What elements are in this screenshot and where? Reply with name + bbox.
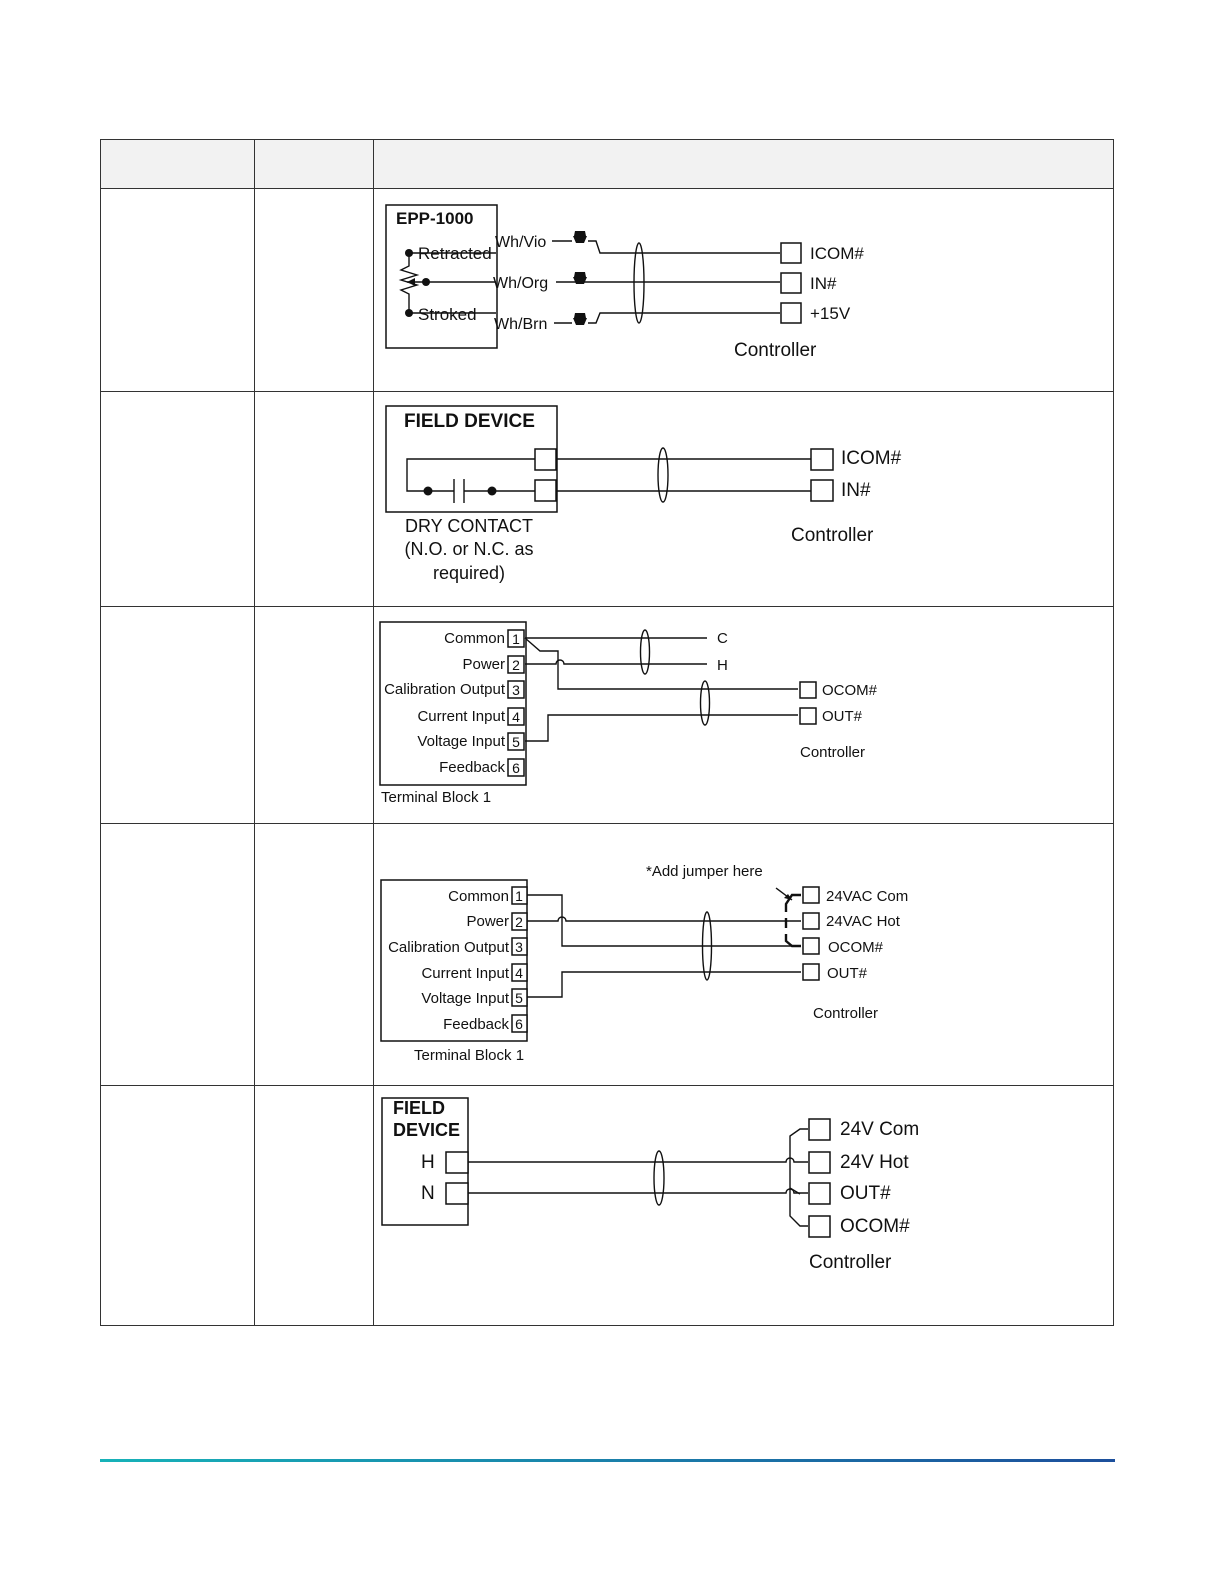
row-2-diagram-cell	[374, 392, 1114, 607]
terminal-label: IN#	[810, 274, 837, 293]
wire-nut-icon	[573, 313, 587, 325]
terminal-label: OUT#	[840, 1183, 891, 1204]
terminal-number: 1	[515, 888, 523, 904]
terminal-label: OUT#	[827, 965, 868, 982]
dry-contact-caption: (N.O. or N.C. as	[404, 539, 534, 559]
supply-label: H	[717, 657, 728, 674]
terminal-number: 4	[512, 709, 520, 725]
supply-label: C	[717, 630, 728, 647]
header-cell-1	[101, 140, 255, 189]
row-2-cell-2	[255, 392, 374, 607]
row-4-cell-2	[255, 824, 374, 1086]
terminal-24v-hot	[809, 1152, 830, 1173]
terminal-label: 24VAC Hot	[826, 913, 900, 930]
row-5-cell-1	[101, 1086, 255, 1326]
row-3-cell-2	[255, 607, 374, 824]
shielded-cable-icon	[634, 243, 644, 323]
terminal-number: 5	[515, 990, 523, 1006]
terminal-block-label: Calibration Output	[384, 681, 505, 698]
row-4-cell-1	[101, 824, 255, 1086]
row-3-diagram-cell	[374, 607, 1114, 824]
terminal-block-label: Voltage Input	[421, 990, 509, 1007]
terminal-ocom	[809, 1216, 830, 1237]
field-device-title: FIELD DEVICE	[404, 411, 535, 432]
terminal-block-label: Common	[444, 630, 505, 647]
footer-divider	[100, 1459, 1115, 1462]
terminal-number: 3	[512, 682, 520, 698]
terminal-number: 3	[515, 939, 523, 955]
terminal-24vac-hot	[803, 913, 819, 929]
terminal-label: OCOM#	[840, 1216, 910, 1237]
jumper-note: *Add jumper here	[646, 863, 763, 880]
terminal-in	[811, 480, 833, 501]
terminal-block-label: Feedback	[443, 1016, 509, 1033]
dry-contact-wiring-diagram	[374, 392, 1112, 606]
wire-power	[527, 917, 801, 921]
shielded-cable-icon	[701, 681, 710, 725]
wiring-table	[100, 139, 1114, 1326]
wire-h	[468, 1158, 808, 1162]
terminal-out	[809, 1183, 830, 1204]
terminal-number: 5	[512, 734, 520, 750]
device-h-label: H	[421, 1152, 435, 1173]
terminal-icom	[781, 243, 801, 263]
row-5-cell-2	[255, 1086, 374, 1326]
terminal-label: 24V Hot	[840, 1152, 909, 1173]
terminal-label: ICOM#	[841, 448, 902, 469]
table-row	[101, 607, 1114, 824]
terminal-label: ICOM#	[810, 244, 864, 263]
terminal-block-label: Voltage Input	[417, 733, 505, 750]
terminal-label: 24VAC Com	[826, 888, 909, 905]
wire-brn	[554, 313, 780, 323]
wire-power	[525, 660, 707, 664]
terminal-block-label: Power	[462, 656, 505, 673]
header-cell-3	[374, 140, 1114, 189]
wire-out	[527, 972, 801, 997]
table-row	[101, 392, 1114, 607]
controller-label: Controller	[800, 744, 866, 761]
device-terminal	[535, 480, 556, 501]
terminal-block-label: Common	[448, 888, 509, 905]
wire-nut-icon	[573, 231, 587, 243]
controller-label: Controller	[734, 340, 817, 361]
terminal-label: 24V Com	[840, 1119, 920, 1140]
wire-out	[525, 715, 798, 741]
table-row	[101, 824, 1114, 1086]
epp-wiring-diagram	[374, 189, 1112, 391]
device-n-label: N	[421, 1183, 435, 1204]
terminal-label: +15V	[810, 304, 851, 323]
terminal-24vac-com	[803, 887, 819, 903]
epp-retracted-label: Retracted	[418, 244, 492, 263]
terminal-icom	[811, 449, 833, 470]
terminal-block-caption: Terminal Block 1	[414, 1047, 525, 1064]
terminal-in	[781, 273, 801, 293]
device-terminal	[535, 449, 556, 470]
wire-vio-label: Wh/Vio	[495, 234, 547, 251]
terminal-block-wiring-diagram-2	[374, 824, 1112, 1085]
terminal-block-label: Power	[466, 913, 509, 930]
device-terminal-n	[446, 1183, 468, 1204]
terminal-label: OUT#	[822, 708, 863, 725]
table-row	[101, 1086, 1114, 1326]
terminal-block-label: Feedback	[439, 759, 505, 776]
row-2-cell-1	[101, 392, 255, 607]
table-header-row	[101, 140, 1114, 189]
epp-device-title: EPP-1000	[396, 209, 474, 228]
epp-stroked-label: Stroked	[418, 305, 477, 324]
controller-label: Controller	[791, 525, 874, 546]
row-4-diagram-cell	[374, 824, 1114, 1086]
wire-n	[468, 1189, 808, 1193]
row-1-diagram-cell	[374, 189, 1114, 392]
terminal-out	[800, 708, 816, 724]
terminal-label: IN#	[841, 480, 871, 501]
terminal-out	[803, 964, 819, 980]
terminal-block-label: Current Input	[417, 708, 505, 725]
dry-contact-caption: DRY CONTACT	[404, 516, 534, 536]
wire-org-label: Wh/Org	[493, 275, 549, 292]
row-3-cell-1	[101, 607, 255, 824]
device-terminal-h	[446, 1152, 468, 1173]
controller-label: Controller	[813, 1005, 879, 1022]
terminal-block-caption: Terminal Block 1	[381, 789, 492, 806]
terminal-ocom	[803, 938, 819, 954]
row-5-diagram-cell	[374, 1086, 1114, 1326]
terminal-number: 6	[515, 1016, 523, 1032]
terminal-number: 4	[515, 965, 523, 981]
terminal-label: OCOM#	[828, 939, 884, 956]
shielded-cable-icon	[654, 1151, 664, 1205]
field-device-title: DEVICE	[393, 1120, 461, 1140]
terminal-ocom	[800, 682, 816, 698]
terminal-number: 6	[512, 760, 520, 776]
header-cell-2	[255, 140, 374, 189]
terminal-label: OCOM#	[822, 682, 878, 699]
field-device-hn-wiring-diagram	[374, 1086, 1112, 1325]
terminal-number: 1	[512, 631, 520, 647]
wire-vio	[552, 241, 780, 253]
row-1-cell-1	[101, 189, 255, 392]
field-device-title: FIELD	[393, 1098, 445, 1118]
terminal-block-wiring-diagram-1	[374, 607, 1112, 823]
terminal-number: 2	[515, 914, 523, 930]
row-1-cell-2	[255, 189, 374, 392]
terminal-24v-com	[809, 1119, 830, 1140]
terminal-block-label: Current Input	[421, 965, 509, 982]
wire-brn-label: Wh/Brn	[494, 316, 548, 333]
dry-contact-caption: required)	[432, 563, 506, 583]
controller-label: Controller	[809, 1252, 892, 1273]
terminal-block-label: Calibration Output	[388, 939, 509, 956]
shielded-cable-icon	[658, 448, 668, 502]
table-row	[101, 189, 1114, 392]
terminal-number: 2	[512, 657, 520, 673]
shielded-cable-icon	[641, 630, 650, 674]
terminal-15v	[781, 303, 801, 323]
